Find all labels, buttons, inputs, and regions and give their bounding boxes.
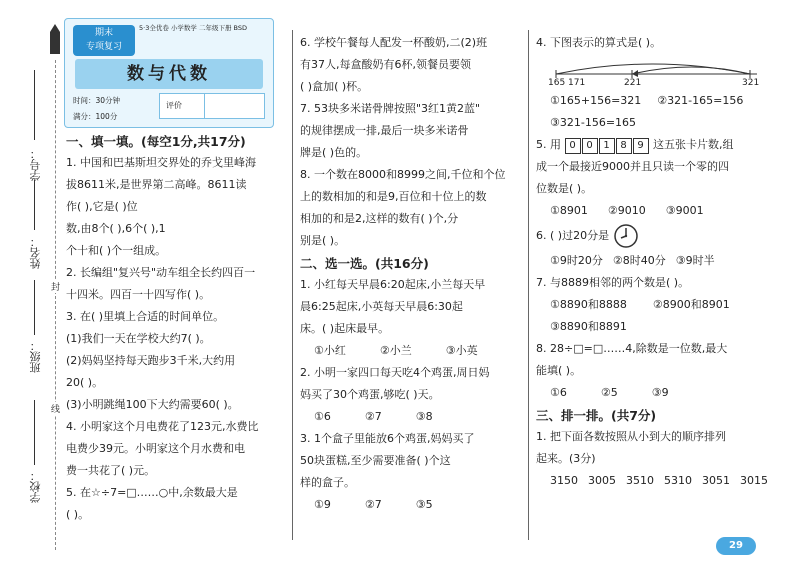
q5-text: 这五张卡片数,组 xyxy=(653,138,734,151)
column-divider-2 xyxy=(528,30,529,540)
number-item: 5310 xyxy=(664,474,692,487)
q2-line: 2. 长编组"复兴号"动车组全长约四百一 xyxy=(66,266,256,279)
badge-line2: 专项复习 xyxy=(85,42,122,52)
digit-card: 9 xyxy=(633,138,649,154)
digit-cards xyxy=(565,138,654,151)
digit-card: 0 xyxy=(582,138,598,154)
q4-line: 4. 小明家这个月电费花了123元,水费比 xyxy=(66,420,259,433)
q4-line: 费一共花了( )元。 xyxy=(66,464,156,477)
q6-line: 6. 学校午餐每人配发一杯酸奶,二(2)班 xyxy=(300,36,488,49)
option[interactable]: ①6 xyxy=(314,410,331,423)
q6-text: 6. ( )过20分是 xyxy=(536,229,610,242)
q6-line: 有37人,每盒酸奶有6杯,领餐员要领 xyxy=(300,58,471,71)
seal-mark: 封 xyxy=(51,280,60,293)
q3-line: (1)我们一天在学校大约7( )。 xyxy=(66,332,211,345)
number-item: 3051 xyxy=(702,474,730,487)
review-badge xyxy=(73,25,135,56)
choice8-options xyxy=(536,382,776,404)
choice3-line: 50块蛋糕,至少需要准备( )个这 xyxy=(300,454,451,467)
number-item: 3510 xyxy=(626,474,654,487)
choice6-options xyxy=(536,250,776,272)
nl-label: 165 xyxy=(548,78,566,88)
q8-line: 相加的和是2,这样的数有( )个,分 xyxy=(300,212,459,225)
option[interactable]: ①8890和8888 xyxy=(550,298,627,311)
column-1 xyxy=(66,132,288,526)
option[interactable]: ②8900和8901 xyxy=(652,298,730,311)
choice3-options xyxy=(300,494,524,516)
option[interactable]: ③9时半 xyxy=(675,254,715,267)
choice4-line: 4. 下图表示的算式是( )。 xyxy=(536,36,662,49)
digit-card: 1 xyxy=(599,138,615,154)
option[interactable]: ①6 xyxy=(550,386,567,399)
q7-line: 的规律摆成一排,最后一块多米诺骨 xyxy=(300,124,469,137)
choice1-line: 床。( )起床最早。 xyxy=(300,322,390,335)
choice5-line: 成一个最接近9000并且只读一个零的四 xyxy=(536,160,729,173)
column-divider-1 xyxy=(292,30,293,540)
nl-label: 321 xyxy=(742,78,760,88)
binding-marker-icon xyxy=(50,24,60,54)
number-item: 3150 xyxy=(550,474,578,487)
q8-line: 8. 一个数在8000和8999之间,千位和个位 xyxy=(300,168,506,181)
q5-line: ( )。 xyxy=(66,508,90,521)
option[interactable]: ②9010 xyxy=(607,204,646,217)
number-item: 3005 xyxy=(588,474,616,487)
header-card xyxy=(64,18,274,128)
section-choose: 二、选一选。(共16分) xyxy=(300,256,429,271)
option[interactable]: ③9001 xyxy=(665,204,704,217)
choice7-line: 7. 与8889相邻的两个数是( )。 xyxy=(536,276,690,289)
option[interactable]: ②7 xyxy=(364,410,382,423)
q8-line: 上的数相加的和是9,百位和十位上的数 xyxy=(300,190,487,203)
choice4-options-b xyxy=(536,112,776,134)
choice2-options xyxy=(300,406,524,428)
option[interactable]: ②5 xyxy=(600,386,618,399)
choice1-line: 1. 小红每天早晨6:20起床,小兰每天早 xyxy=(300,278,486,291)
choice5-line xyxy=(536,134,776,156)
choice7-options-b xyxy=(536,316,776,338)
option[interactable]: ③8890和8891 xyxy=(550,320,627,333)
class-label: 班级： xyxy=(29,340,42,373)
evaluation-divider xyxy=(204,94,205,118)
choice8-line: 8. 28÷□=□……4,除数是一位数,最大 xyxy=(536,342,728,355)
badge-line1: 期末 xyxy=(94,28,113,38)
choice5-line: 位数是( )。 xyxy=(536,182,593,195)
clock-icon xyxy=(613,223,639,249)
q4-line: 电费少39元。小明家这个月水费和电 xyxy=(66,442,245,455)
full-score: 满分：100分 xyxy=(73,112,118,121)
evaluation-label: 评价 xyxy=(166,101,182,110)
option[interactable]: ①165+156=321 xyxy=(550,94,642,107)
student-id-line xyxy=(34,70,35,140)
choice3-line: 3. 1个盒子里能放6个鸡蛋,妈妈买了 xyxy=(300,432,475,445)
choice6-line xyxy=(536,222,776,250)
choice1-options xyxy=(300,340,524,362)
column-2 xyxy=(300,32,524,516)
q3-line: (2)妈妈坚持每天跑步3千米,大约用 xyxy=(66,354,236,367)
student-id-label: 学号： xyxy=(29,148,42,181)
q1-line: 1. 中国和巴基斯坦交界处的乔戈里峰海 xyxy=(66,156,256,169)
time-limit: 时间：30分钟 xyxy=(73,96,121,105)
choice8-line: 能填( )。 xyxy=(536,364,582,377)
option[interactable]: ③321-156=165 xyxy=(550,116,637,129)
q8-line: 别是( )。 xyxy=(300,234,346,247)
nl-label: 171 xyxy=(568,78,586,88)
choice2-line: 2. 小明一家四口每天吃4个鸡蛋,周日妈 xyxy=(300,366,490,379)
class-line xyxy=(34,280,35,335)
column-3 xyxy=(536,32,776,492)
q1-line: 拔8611米,是世界第二高峰。8611读 xyxy=(66,178,247,191)
q1-line: 个十和( )个一组成。 xyxy=(66,244,167,257)
name-label: 姓名： xyxy=(29,236,42,269)
option[interactable]: ③5 xyxy=(415,498,433,511)
number-line-arcs xyxy=(552,54,762,80)
q6-line: ( )盒加( )杯。 xyxy=(300,80,369,93)
line-mark: 线 xyxy=(51,402,60,415)
page-title: 数与代数 xyxy=(75,59,263,89)
section-fill-in: 一、填一填。(每空1分,共17分) xyxy=(66,134,246,149)
school-line xyxy=(34,400,35,465)
school-label: 学校： xyxy=(29,470,42,503)
option[interactable]: ③9 xyxy=(651,386,669,399)
option[interactable]: ③小英 xyxy=(445,344,478,357)
option[interactable]: ②321-165=156 xyxy=(657,94,744,107)
q7-line: 7. 53块多米诺骨牌按照"3红1黄2蓝" xyxy=(300,102,481,115)
option[interactable]: ①9时20分 xyxy=(550,254,603,267)
option[interactable]: ②7 xyxy=(364,498,382,511)
evaluation-box xyxy=(159,93,265,119)
digit-card: 8 xyxy=(616,138,632,154)
q1-line: 作( ),它是( )位 xyxy=(66,200,138,213)
name-line xyxy=(34,180,35,230)
number-item: 3015 xyxy=(740,474,768,487)
page-number-badge xyxy=(716,537,756,555)
q7-line: 牌是( )色的。 xyxy=(300,146,368,159)
order-line: 1. 把下面各数按照从小到大的顺序排列 xyxy=(536,430,726,443)
digit-card: 0 xyxy=(565,138,581,154)
choice7-options-a xyxy=(536,294,776,316)
option[interactable]: ②8时40分 xyxy=(612,254,666,267)
q3-line: 3. 在( )里填上合适的时间单位。 xyxy=(66,310,225,323)
option[interactable]: ①8901 xyxy=(550,204,588,217)
section-order: 三、排一排。(共7分) xyxy=(536,408,657,423)
option[interactable]: ②小兰 xyxy=(379,344,412,357)
nl-label: 221 xyxy=(624,78,642,88)
choice1-line: 晨6:25起床,小英每天早晨6:30起 xyxy=(300,300,463,313)
book-info: 5·3全优卷 小学数学 二年级下册 BSD xyxy=(139,24,248,32)
q2-line: 十四米。四百一十四写作( )。 xyxy=(66,288,211,301)
order-numbers xyxy=(536,470,776,492)
choice4-options-a xyxy=(536,90,776,112)
choice2-line: 妈买了30个鸡蛋,够吃( )天。 xyxy=(300,388,440,401)
number-line-diagram xyxy=(536,54,776,90)
q3-line: 20( )。 xyxy=(66,376,104,389)
option[interactable]: ①9 xyxy=(314,498,331,511)
choice3-line: 样的盒子。 xyxy=(300,476,355,489)
option[interactable]: ③8 xyxy=(415,410,433,423)
q3-line: (3)小明跳绳100下大约需要60( )。 xyxy=(66,398,239,411)
order-line: 起来。(3分) xyxy=(536,452,596,465)
choice5-options xyxy=(536,200,776,222)
q5-line: 5. 在☆÷7=□……○中,余数最大是 xyxy=(66,486,238,499)
q5-text: 5. 用 xyxy=(536,138,561,151)
page-number: 29 xyxy=(729,540,743,551)
binding-dashed-line xyxy=(55,60,56,550)
q1-line: 数,由8个( ),6个( ),1 xyxy=(66,222,166,235)
option[interactable]: ①小红 xyxy=(314,344,346,357)
